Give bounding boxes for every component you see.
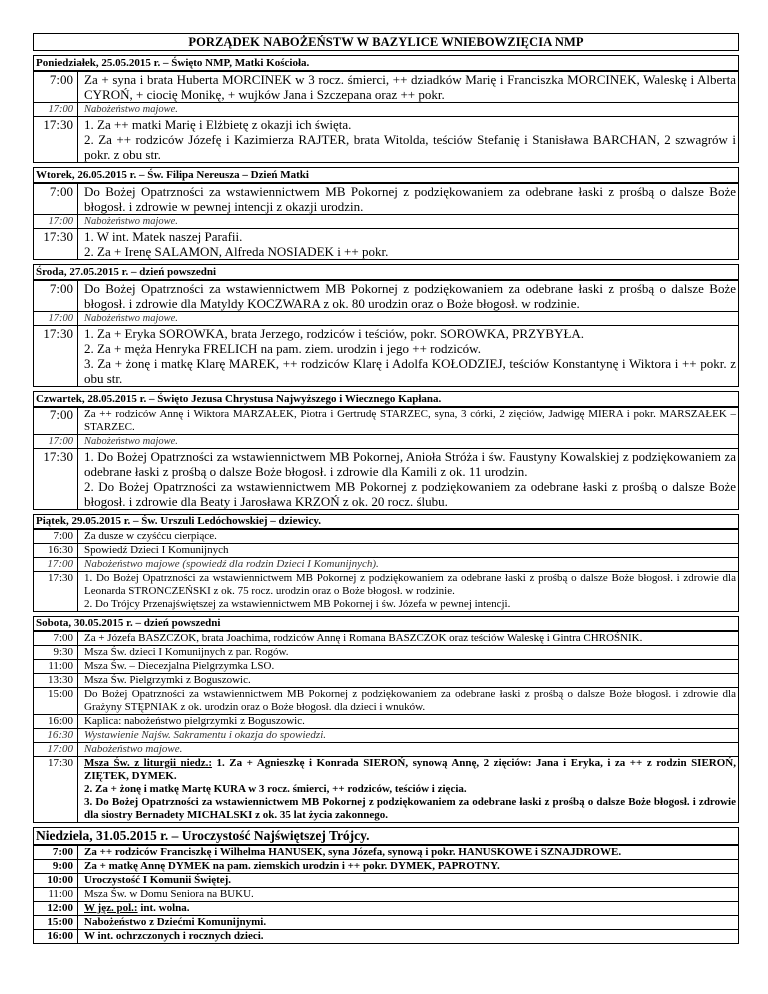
mass-intention: Za dusze w czyśćcu cierpiące. <box>84 530 217 542</box>
day-header: Piątek, 29.05.2015 r. – Św. Urszuli Ledóchowskiej – dziewicy. <box>34 515 738 529</box>
day-wednesday <box>33 264 739 387</box>
service-note: Msza Św. w Domu Seniora na BUKU. <box>84 888 254 900</box>
mass-row <box>34 407 738 434</box>
mass-row <box>34 929 738 943</box>
service-note: Nabożeństwo majowe. <box>84 436 178 447</box>
schedule-page <box>33 33 739 944</box>
mass-row <box>34 859 738 873</box>
mass-intention: Za ++ rodziców Annę i Wiktora MARZAŁEK, Piotra i Gertrudę STARZEC, syna, 3 córki, 2 zięciów, Jadwigę MIERA i pokr. MARSZAŁEK – STARZEC. <box>84 408 736 433</box>
mass-intentions <box>78 572 738 611</box>
mass-row <box>34 183 738 214</box>
mass-time: 13:30 <box>34 674 78 687</box>
service-note: Wystawienie Najśw. Sakramentu i okazja do spowiedzi. <box>84 729 326 741</box>
mass-intentions <box>78 229 738 259</box>
mass-time: 17:00 <box>34 312 78 325</box>
language-label: W jęz. pol.: <box>84 902 138 914</box>
intention-line: 2. Do Bożej Opatrzności za wstawiennictwem MB Pokornej z podziękowaniem za odebrane łaski z prośbą o dalsze Boże błogosł. i zdrowie dla Beaty i Jarosława KRZOŃ z ok. 20 rocz. ślubu. <box>84 479 736 509</box>
intention-line: 3. Za + żonę i matkę Klarę MAREK, ++ rodziców Klarę i Adolfa KOŁODZIEJ, teściów Konstantynę i Wiktora i ++ pokr. z obu str. <box>84 356 736 386</box>
mass-time: 7:00 <box>34 846 78 859</box>
day-tuesday <box>33 167 739 260</box>
mass-row <box>34 102 738 116</box>
mass-row <box>34 214 738 228</box>
mass-row <box>34 631 738 645</box>
intention-line: 2. Za + męża Henryka FRELICH na pam. ziem. urodzin i jego ++ rodziców. <box>84 341 481 356</box>
day-sunday <box>33 827 739 944</box>
intention-line: 1. Za ++ matki Marię i Elżbietę z okazji ich święta. <box>84 117 352 132</box>
mass-row <box>34 311 738 325</box>
mass-intention: Za + syna i brata Huberta MORCINEK w 3 rocz. śmierci, ++ dziadków Marię i Franciszka MORCINEK, Waleskę i Alberta CYROŃ, + ciocię Monikę, + wujków Jana i Szczepana oraz ++ pokr. <box>84 72 736 102</box>
mass-row <box>34 756 738 822</box>
intention-line: 2. Za + żonę i matkę Martę KURA w 3 rocz. śmierci, ++ rodziców, teściów i zięcia. <box>84 783 467 795</box>
mass-intention: W int. ochrzczonych i rocznych dzieci. <box>84 930 264 942</box>
mass-row <box>34 901 738 915</box>
mass-time: 17:30 <box>34 449 78 509</box>
intention-line: 1. Do Bożej Opatrzności za wstawiennictwem MB Pokornej, Anioła Stróża i św. Faustyny Kowalskiej z podziękowaniem za odebrane łaski z prośbą o dalsze Boże błogosł. i zdrowie dla Kamili z ok. 11 urodzin. <box>84 449 736 479</box>
mass-intention: Do Bożej Opatrzności za wstawiennictwem MB Pokornej z podziękowaniem za odebrane łaski z prośbą o dalsze Boże błogosł. i zdrowie dla Matyldy KOCZWARA z ok. 80 urodzin oraz o Boże błogosł. w rodzinie. <box>84 281 736 311</box>
mass-row <box>34 887 738 901</box>
mass-time: 17:30 <box>34 757 78 822</box>
service-note: Nabożeństwo z Dziećmi Komunijnymi. <box>84 916 267 928</box>
mass-row <box>34 645 738 659</box>
mass-intention: Do Bożej Opatrzności za wstawiennictwem MB Pokornej z podziękowaniem za odebrane łaski z prośbą o dalsze Boże błogosł. i zdrowie dla Grażyny STĘPNIAK z ok. urodzin oraz o Boże błogosł. dla dzieci i wnuków. <box>84 688 736 713</box>
intention-line: 2. Za + Irenę SALAMON, Alfreda NOSIADEK i ++ pokr. <box>84 244 389 259</box>
day-header: Środa, 27.05.2015 r. – dzień powszedni <box>34 265 738 280</box>
mass-row <box>34 529 738 543</box>
service-note: Nabożeństwo majowe. <box>84 743 183 755</box>
day-thursday <box>33 391 739 510</box>
mass-time: 17:30 <box>34 117 78 162</box>
mass-intention: Do Bożej Opatrzności za wstawiennictwem MB Pokornej z podziękowaniem za odebrane łaski z prośbą o dalsze Boże błogosł. i zdrowie w pewnej intencji z okazji urodzin. <box>84 184 736 214</box>
day-monday <box>33 55 739 163</box>
mass-time: 17:00 <box>34 558 78 571</box>
mass-time: 11:00 <box>34 888 78 901</box>
intention-line: 2. Za ++ rodziców Józefę i Kazimierza RAJTER, brata Witolda, teściów Stefanię i Stanisława BARCHAN, 2 szwagrów i pokr. z obu str. <box>84 132 736 162</box>
mass-intention: Za + matkę Annę DYMEK na pam. ziemskich urodzin i ++ pokr. DYMEK, PAPROTNY. <box>84 860 500 872</box>
day-header: Czwartek, 28.05.2015 r. – Święto Jezusa Chrystusa Najwyższego i Wiecznego Kapłana. <box>34 392 738 407</box>
mass-time: 15:00 <box>34 688 78 714</box>
mass-time: 17:00 <box>34 103 78 116</box>
mass-time: 9:00 <box>34 860 78 873</box>
mass-intention <box>78 902 738 915</box>
mass-intention: Za + Józefa BASZCZOK, brata Joachima, rodziców Annę i Romana BASZCZOK oraz teściów Waleskę i Gintra CHROŚNIK. <box>84 632 643 644</box>
intention-text: int. wolna. <box>137 902 190 914</box>
mass-row <box>34 673 738 687</box>
mass-time: 15:00 <box>34 916 78 929</box>
mass-intentions <box>78 326 738 386</box>
mass-row <box>34 71 738 102</box>
mass-time: 17:30 <box>34 229 78 259</box>
intention-line <box>84 757 736 783</box>
mass-row <box>34 325 738 386</box>
liturgy-label: Msza Św. z liturgii niedz.: <box>84 757 213 769</box>
day-saturday <box>33 616 739 823</box>
mass-time: 16:30 <box>34 544 78 557</box>
service-note: Uroczystość I Komunii Świętej. <box>84 874 232 886</box>
mass-time: 9:30 <box>34 646 78 659</box>
intention-line: 3. Do Bożej Opatrzności za wstawiennictwem MB Pokornej z podziękowaniem za odebrane łaski z prośbą o dalsze Boże błogosł. i zdrowie dla siostry Bernadety MICHALSKI z ok. 35 lat życia zakonnego. <box>84 796 736 821</box>
mass-intentions <box>78 757 738 822</box>
mass-row <box>34 543 738 557</box>
mass-time: 12:00 <box>34 902 78 915</box>
intention-line: 2. Do Trójcy Przenajświętszej za wstawiennictwem MB Pokornej i św. Józefa w pewnej intencji. <box>84 598 511 610</box>
intention-text: 1. Za + Agnieszkę i Konrada SIEROŃ, synową Annę, 2 zięciów: Jana i Eryka, i za ++ z rodzin SIEROŃ, ZIĘTEK, DYMEK. <box>84 757 736 782</box>
service-note: Nabożeństwo majowe. <box>84 216 178 227</box>
service-note: Msza Św. dzieci I Komunijnych z par. Rogów. <box>84 646 289 658</box>
mass-row <box>34 228 738 259</box>
mass-row <box>34 434 738 448</box>
mass-row <box>34 116 738 162</box>
intention-line: 1. Za + Eryka SOROWKA, brata Jerzego, rodziców i teściów, pokr. SOROWKA, PRZYBYŁA. <box>84 326 585 341</box>
service-note: Nabożeństwo majowe (spowiedź dla rodzin Dzieci I Komunijnych). <box>84 558 379 570</box>
mass-time: 17:00 <box>34 435 78 448</box>
mass-row <box>34 280 738 311</box>
mass-time: 16:00 <box>34 930 78 943</box>
mass-row <box>34 728 738 742</box>
intention-line: 1. W int. Matek naszej Parafii. <box>84 229 243 244</box>
mass-time: 7:00 <box>34 632 78 645</box>
intention-line: 1. Do Bożej Opatrzności za wstawiennictwem MB Pokornej z podziękowaniem za odebrane łaski z prośbą o dalsze Boże błogosł. i zdrowie dla Leonarda STRONCZEŃSKI z ok. 75 rocz. urodzin oraz o Boże błogosł. w rodzinie. <box>84 572 736 597</box>
mass-time: 17:30 <box>34 572 78 611</box>
mass-time: 7:00 <box>34 184 78 214</box>
mass-time: 10:00 <box>34 874 78 887</box>
mass-time: 17:30 <box>34 326 78 386</box>
page-title: PORZĄDEK NABOŻEŃSTW W BAZYLICE WNIEBOWZIĘCIA NMP <box>33 33 739 51</box>
mass-row <box>34 845 738 859</box>
day-friday <box>33 514 739 612</box>
service-note: Msza Św. – Diecezjalna Pielgrzymka LSO. <box>84 660 275 672</box>
mass-row <box>34 571 738 611</box>
mass-intentions <box>78 449 738 509</box>
mass-row <box>34 714 738 728</box>
service-note: Nabożeństwo majowe. <box>84 104 178 115</box>
mass-time: 7:00 <box>34 530 78 543</box>
day-header: Wtorek, 26.05.2015 r. – Św. Filipa Nereusza – Dzień Matki <box>34 168 738 183</box>
day-header: Sobota, 30.05.2015 r. – dzień powszedni <box>34 617 738 631</box>
service-note: Msza Św. Pielgrzymki z Boguszowic. <box>84 674 251 686</box>
day-header: Poniedziałek, 25.05.2015 r. – Święto NMP, Matki Kościoła. <box>34 56 738 71</box>
mass-time: 7:00 <box>34 72 78 102</box>
mass-intention: Za ++ rodziców Franciszkę i Wilhelma HANUSEK, syna Józefa, synową i pokr. HANUSKOWE i SZNAJDROWE. <box>84 846 622 858</box>
mass-time: 11:00 <box>34 660 78 673</box>
mass-time: 16:00 <box>34 715 78 728</box>
day-header: Niedziela, 31.05.2015 r. – Uroczystość Najświętszej Trójcy. <box>34 828 738 845</box>
mass-row <box>34 557 738 571</box>
mass-row <box>34 915 738 929</box>
service-note: Kaplica: nabożeństwo pielgrzymki z Boguszowic. <box>84 715 305 727</box>
mass-row <box>34 873 738 887</box>
service-note: Nabożeństwo majowe. <box>84 313 178 324</box>
mass-time: 7:00 <box>34 408 78 434</box>
mass-row <box>34 448 738 509</box>
mass-row <box>34 687 738 714</box>
service-note: Spowiedź Dzieci I Komunijnych <box>84 544 229 556</box>
mass-time: 16:30 <box>34 729 78 742</box>
mass-time: 17:00 <box>34 215 78 228</box>
mass-time: 7:00 <box>34 281 78 311</box>
mass-row <box>34 742 738 756</box>
mass-time: 17:00 <box>34 743 78 756</box>
mass-row <box>34 659 738 673</box>
mass-intentions <box>78 117 738 162</box>
